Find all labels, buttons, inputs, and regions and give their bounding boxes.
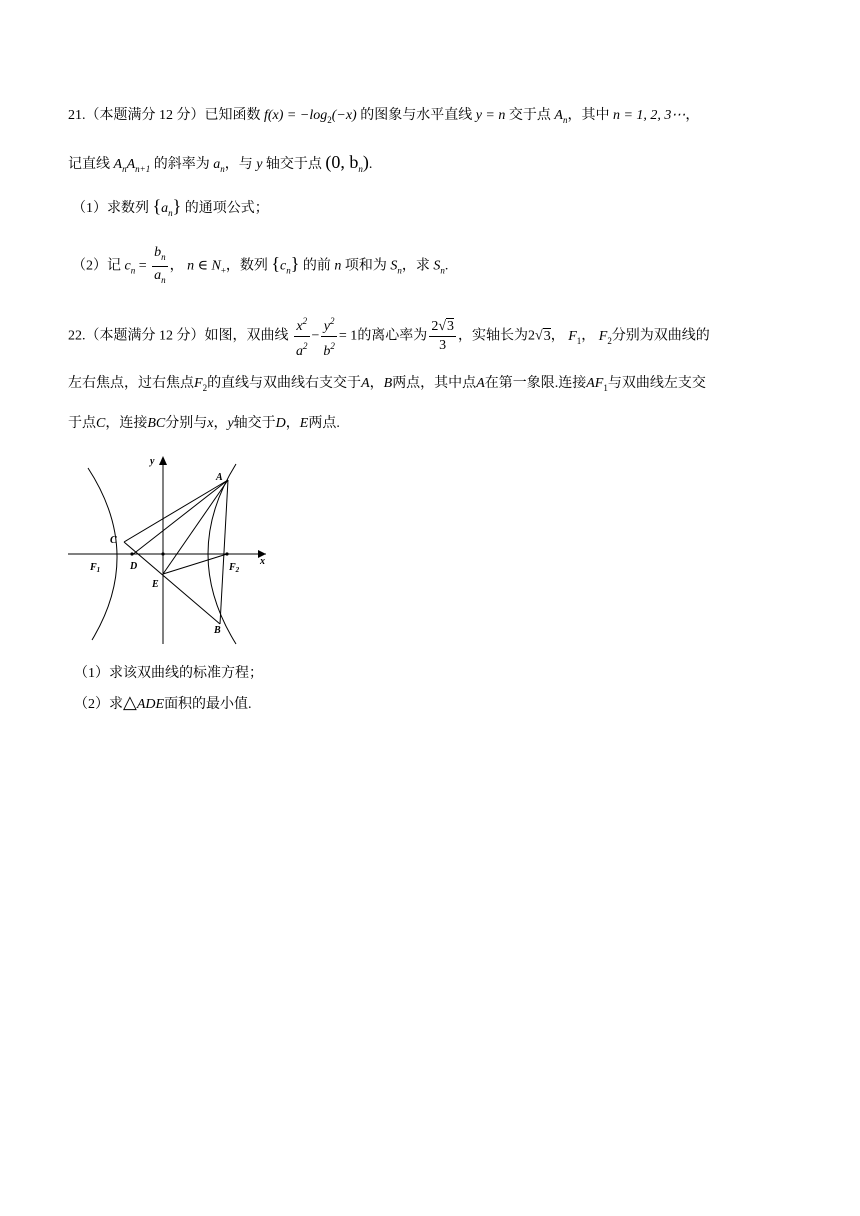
hyperbola-figure — [62, 450, 282, 650]
q22-F2: $F_2$ — [194, 376, 208, 393]
q22-A: A — [361, 376, 370, 391]
origin-dot — [161, 552, 164, 555]
brace-open: { — [152, 196, 162, 216]
equals-one: = 1 — [338, 328, 358, 344]
subscript: n — [168, 208, 173, 218]
q22-text: 轴交于 — [233, 416, 276, 431]
q22-ADE: ADE — [136, 697, 165, 712]
segment-AE — [163, 480, 228, 574]
q22-text: 左右焦点，过右焦点 — [68, 376, 194, 391]
q22-text: 在第一象限.连接 — [484, 376, 587, 391]
label-F2: $F_2$ — [229, 562, 240, 574]
q22-text: ， — [581, 328, 596, 344]
q22-text: 的直线与双曲线右支交于 — [207, 376, 362, 391]
brace-close: } — [290, 253, 300, 274]
q22-x: x — [207, 416, 214, 431]
q21-text: 记直线 — [68, 157, 110, 172]
q21-p2-label: （2）记 — [72, 258, 121, 274]
q21-y: y — [256, 157, 263, 172]
segment-AC — [124, 480, 228, 542]
subscript: n — [130, 265, 136, 276]
label-E: E — [152, 579, 159, 590]
subscript: n — [440, 265, 445, 276]
q22-y: y — [227, 416, 234, 431]
q22-text: 面积的最小值. — [164, 697, 252, 712]
label-y: y — [150, 456, 155, 467]
q22-text: 的离心率为 — [357, 328, 428, 344]
q21-S: S — [433, 258, 441, 274]
q21-line-anan1: $A_nA_{n+1}$ — [113, 157, 151, 174]
label-x: x — [260, 556, 265, 567]
q22-BC: BC — [147, 416, 166, 431]
subscript: n — [397, 265, 402, 276]
subscript: + — [220, 265, 226, 276]
q22-part-1 — [74, 664, 263, 684]
q22-text: ，连接 — [105, 416, 148, 431]
segment-EF2 — [163, 554, 227, 574]
q22-text: ， — [550, 328, 565, 344]
q22-text: ， — [369, 376, 384, 391]
point-F2-dot — [225, 552, 228, 555]
q22-p1-text: （1）求该双曲线的标准方程； — [74, 666, 263, 681]
q21-text: ， — [685, 108, 700, 123]
q21-n: n — [334, 258, 342, 274]
q21-slope-an: $a_n$ — [213, 157, 225, 174]
q22-text: 分别为双曲线的 — [611, 328, 710, 344]
q22-AF1: $AF_1$ — [586, 376, 608, 393]
q21-number: 21. — [68, 108, 86, 123]
q21-text: ，其中 — [567, 108, 610, 123]
q22-C: C — [96, 416, 106, 431]
q22-x-fraction: $\frac{x^2}{a^2}$ — [296, 316, 308, 359]
q21-function: $f(x) = -\log_2(-x)$ — [264, 108, 357, 125]
q22-text: ， — [285, 416, 300, 431]
q22-text: 与双曲线左支交 — [607, 376, 706, 391]
q22-B: B — [383, 376, 393, 391]
q21-text: 轴交于点 — [265, 157, 322, 172]
q21-text: 项和为 — [344, 258, 387, 274]
q22-line-3 — [68, 414, 340, 434]
subscript: n — [286, 265, 291, 276]
label-D: D — [130, 561, 138, 572]
q21-text: ，与 — [224, 157, 253, 172]
q22-line-1 — [68, 312, 710, 361]
q21-intercept: (0, $b_n$) — [325, 152, 369, 174]
y-axis-arrow — [159, 456, 167, 465]
q22-y-fraction: $\frac{y^2}{b^2}$ — [323, 316, 335, 359]
brace-open: { — [271, 253, 281, 274]
q22-A: A — [476, 376, 485, 391]
q21-seq-a: a — [161, 201, 169, 216]
q22-F1: $F_1$ — [568, 328, 582, 346]
q21-n-domain: n ∈ N — [187, 258, 221, 274]
brace-close: } — [172, 196, 182, 216]
q21-point-an: $A_n$ — [554, 108, 568, 125]
q22-text: 分别与 — [165, 416, 208, 431]
q21-text: . — [368, 157, 373, 172]
q21-n-values: n = 1, 2, 3⋯ — [612, 108, 686, 123]
q22-text: ，实轴长为 — [458, 328, 528, 344]
q21-seq-c: c — [280, 258, 287, 274]
q22-p2-label: （2）求 — [74, 697, 123, 712]
segment-AD — [132, 480, 228, 555]
label-A: A — [216, 472, 223, 483]
q21-line-1 — [68, 106, 699, 130]
q21-text: 已知函数 — [204, 108, 261, 123]
q22-text: 两点. — [308, 416, 340, 431]
q21-text: ，数列 — [225, 258, 268, 274]
label-C: C — [110, 535, 117, 546]
q22-part-2 — [74, 692, 252, 715]
q22-number: 22. — [68, 328, 86, 344]
q21-text: 的前 — [302, 258, 331, 274]
q22-text: ， — [213, 416, 228, 431]
q21-part-2 — [72, 244, 448, 289]
q21-text: 的通项公式； — [184, 201, 269, 216]
q21-score: （本题满分 12 分） — [85, 108, 205, 123]
q22-D: D — [275, 416, 286, 431]
q22-eccentricity: $\frac{2√3}{3}$ — [431, 319, 454, 353]
equals: = — [138, 258, 147, 274]
triangle-symbol: △ — [123, 692, 137, 712]
q21-hline: y = n — [475, 108, 506, 123]
q21-line-2 — [68, 152, 372, 179]
q21-text: . — [444, 258, 449, 274]
q22-text: 如图，双曲线 — [204, 328, 289, 344]
q21-S: S — [390, 258, 398, 274]
label-F1: $F_1$ — [90, 562, 101, 574]
q21-p1-label: （1）求数列 — [72, 201, 149, 216]
q22-F2: $F_2$ — [598, 328, 612, 346]
point-D-dot — [130, 552, 133, 555]
q21-text: ，求 — [401, 258, 430, 274]
q22-text: 两点，其中点 — [392, 376, 477, 391]
label-B: B — [214, 625, 221, 636]
segment-AB — [220, 480, 228, 624]
q22-E: E — [299, 416, 309, 431]
q22-score: （本题满分 12 分） — [85, 328, 205, 344]
minus: − — [311, 328, 320, 344]
q21-text: 的图象与水平直线 — [360, 108, 473, 123]
q21-text: 交于点 — [508, 108, 551, 123]
q22-text: 于点 — [68, 416, 96, 431]
q21-part-1 — [72, 196, 269, 223]
q22-line-2 — [68, 374, 706, 398]
q22-axis-length: 2√3 — [528, 328, 551, 344]
q21-c: c — [124, 258, 131, 274]
q21-fraction: $\frac{b_n}{a_n}$ — [152, 244, 168, 289]
q21-text: ， — [169, 258, 184, 274]
q21-text: 的斜率为 — [153, 157, 210, 172]
